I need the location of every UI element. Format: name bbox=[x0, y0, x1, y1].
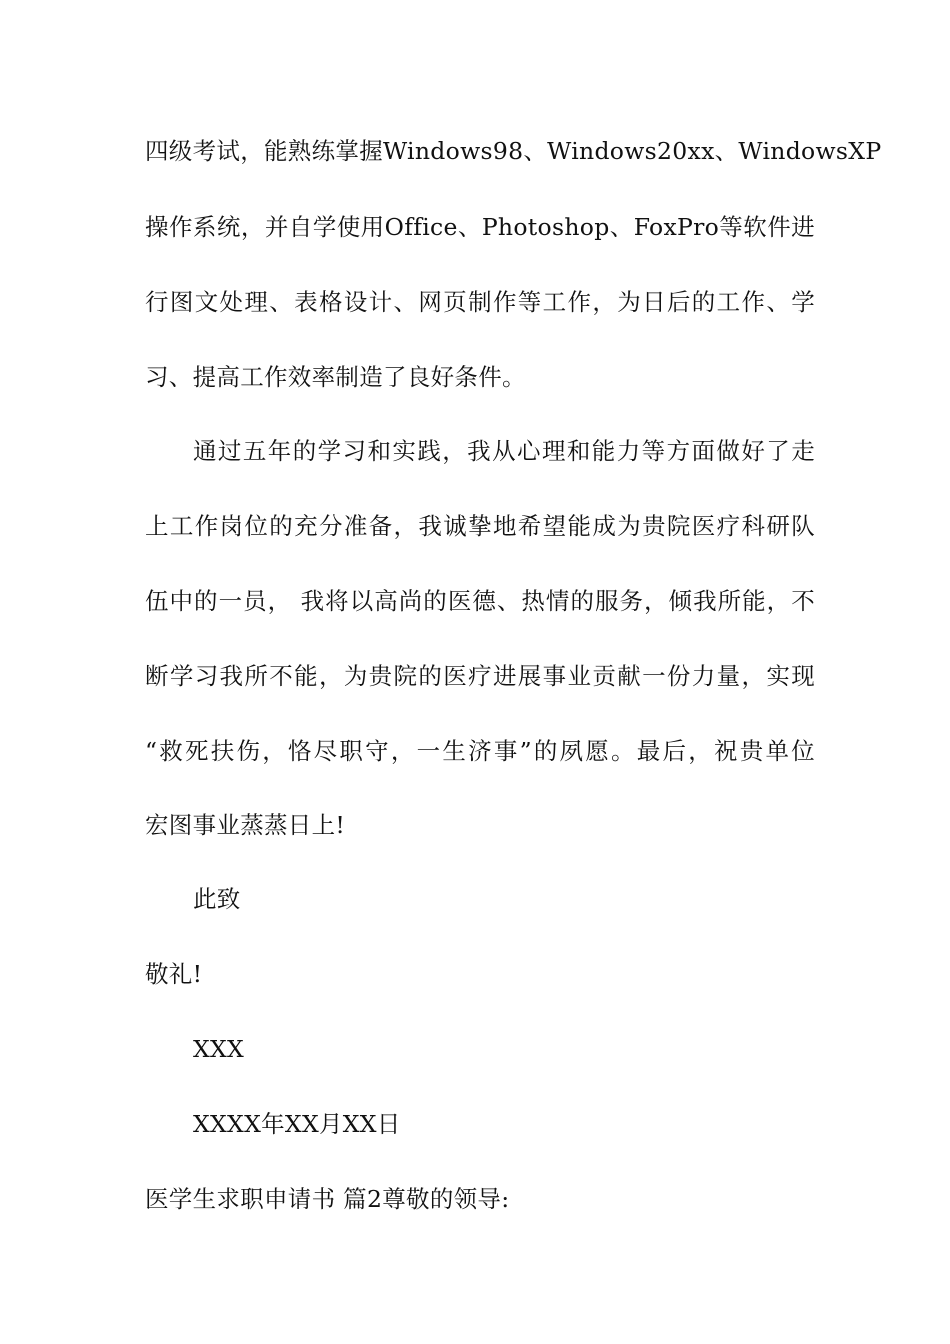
closing-text: 此致 bbox=[193, 885, 241, 913]
body-line-10: 宏图事业蒸蒸日上! bbox=[145, 811, 346, 839]
body-line-4: 习、提高工作效率制造了良好条件。 bbox=[145, 363, 526, 391]
body-line-9: “救死扶伤，恪尽职守，一生济事”的夙愿。最后，祝贵单位 bbox=[145, 737, 815, 765]
signature-name: XXX bbox=[193, 1035, 245, 1063]
body-line-2: 操作系统，并自学使用Office、Photoshop、FoxPro等软件进 bbox=[145, 213, 815, 241]
body-line-8: 断学习我所不能，为贵院的医疗进展事业贡献一份力量，实现 bbox=[145, 662, 815, 690]
signature-date: XXXX年XX月XX日 bbox=[193, 1110, 401, 1138]
body-line-6: 上工作岗位的充分准备，我诚挚地希望能成为贵院医疗科研队 bbox=[145, 512, 815, 540]
body-line-3: 行图文处理、表格设计、网页制作等工作，为日后的工作、学 bbox=[145, 288, 815, 316]
body-line-1: 四级考试，能熟练掌握Windows98、Windows20xx、WindowsXP bbox=[145, 137, 882, 165]
body-line-7: 伍中的一员， 我将以高尚的医德、热情的服务，倾我所能，不 bbox=[145, 587, 815, 615]
body-line-5: 通过五年的学习和实践，我从心理和能力等方面做好了走 bbox=[193, 437, 815, 465]
salute-text: 敬礼! bbox=[145, 960, 203, 988]
next-section-heading: 医学生求职申请书 篇2尊敬的领导: bbox=[145, 1185, 510, 1213]
